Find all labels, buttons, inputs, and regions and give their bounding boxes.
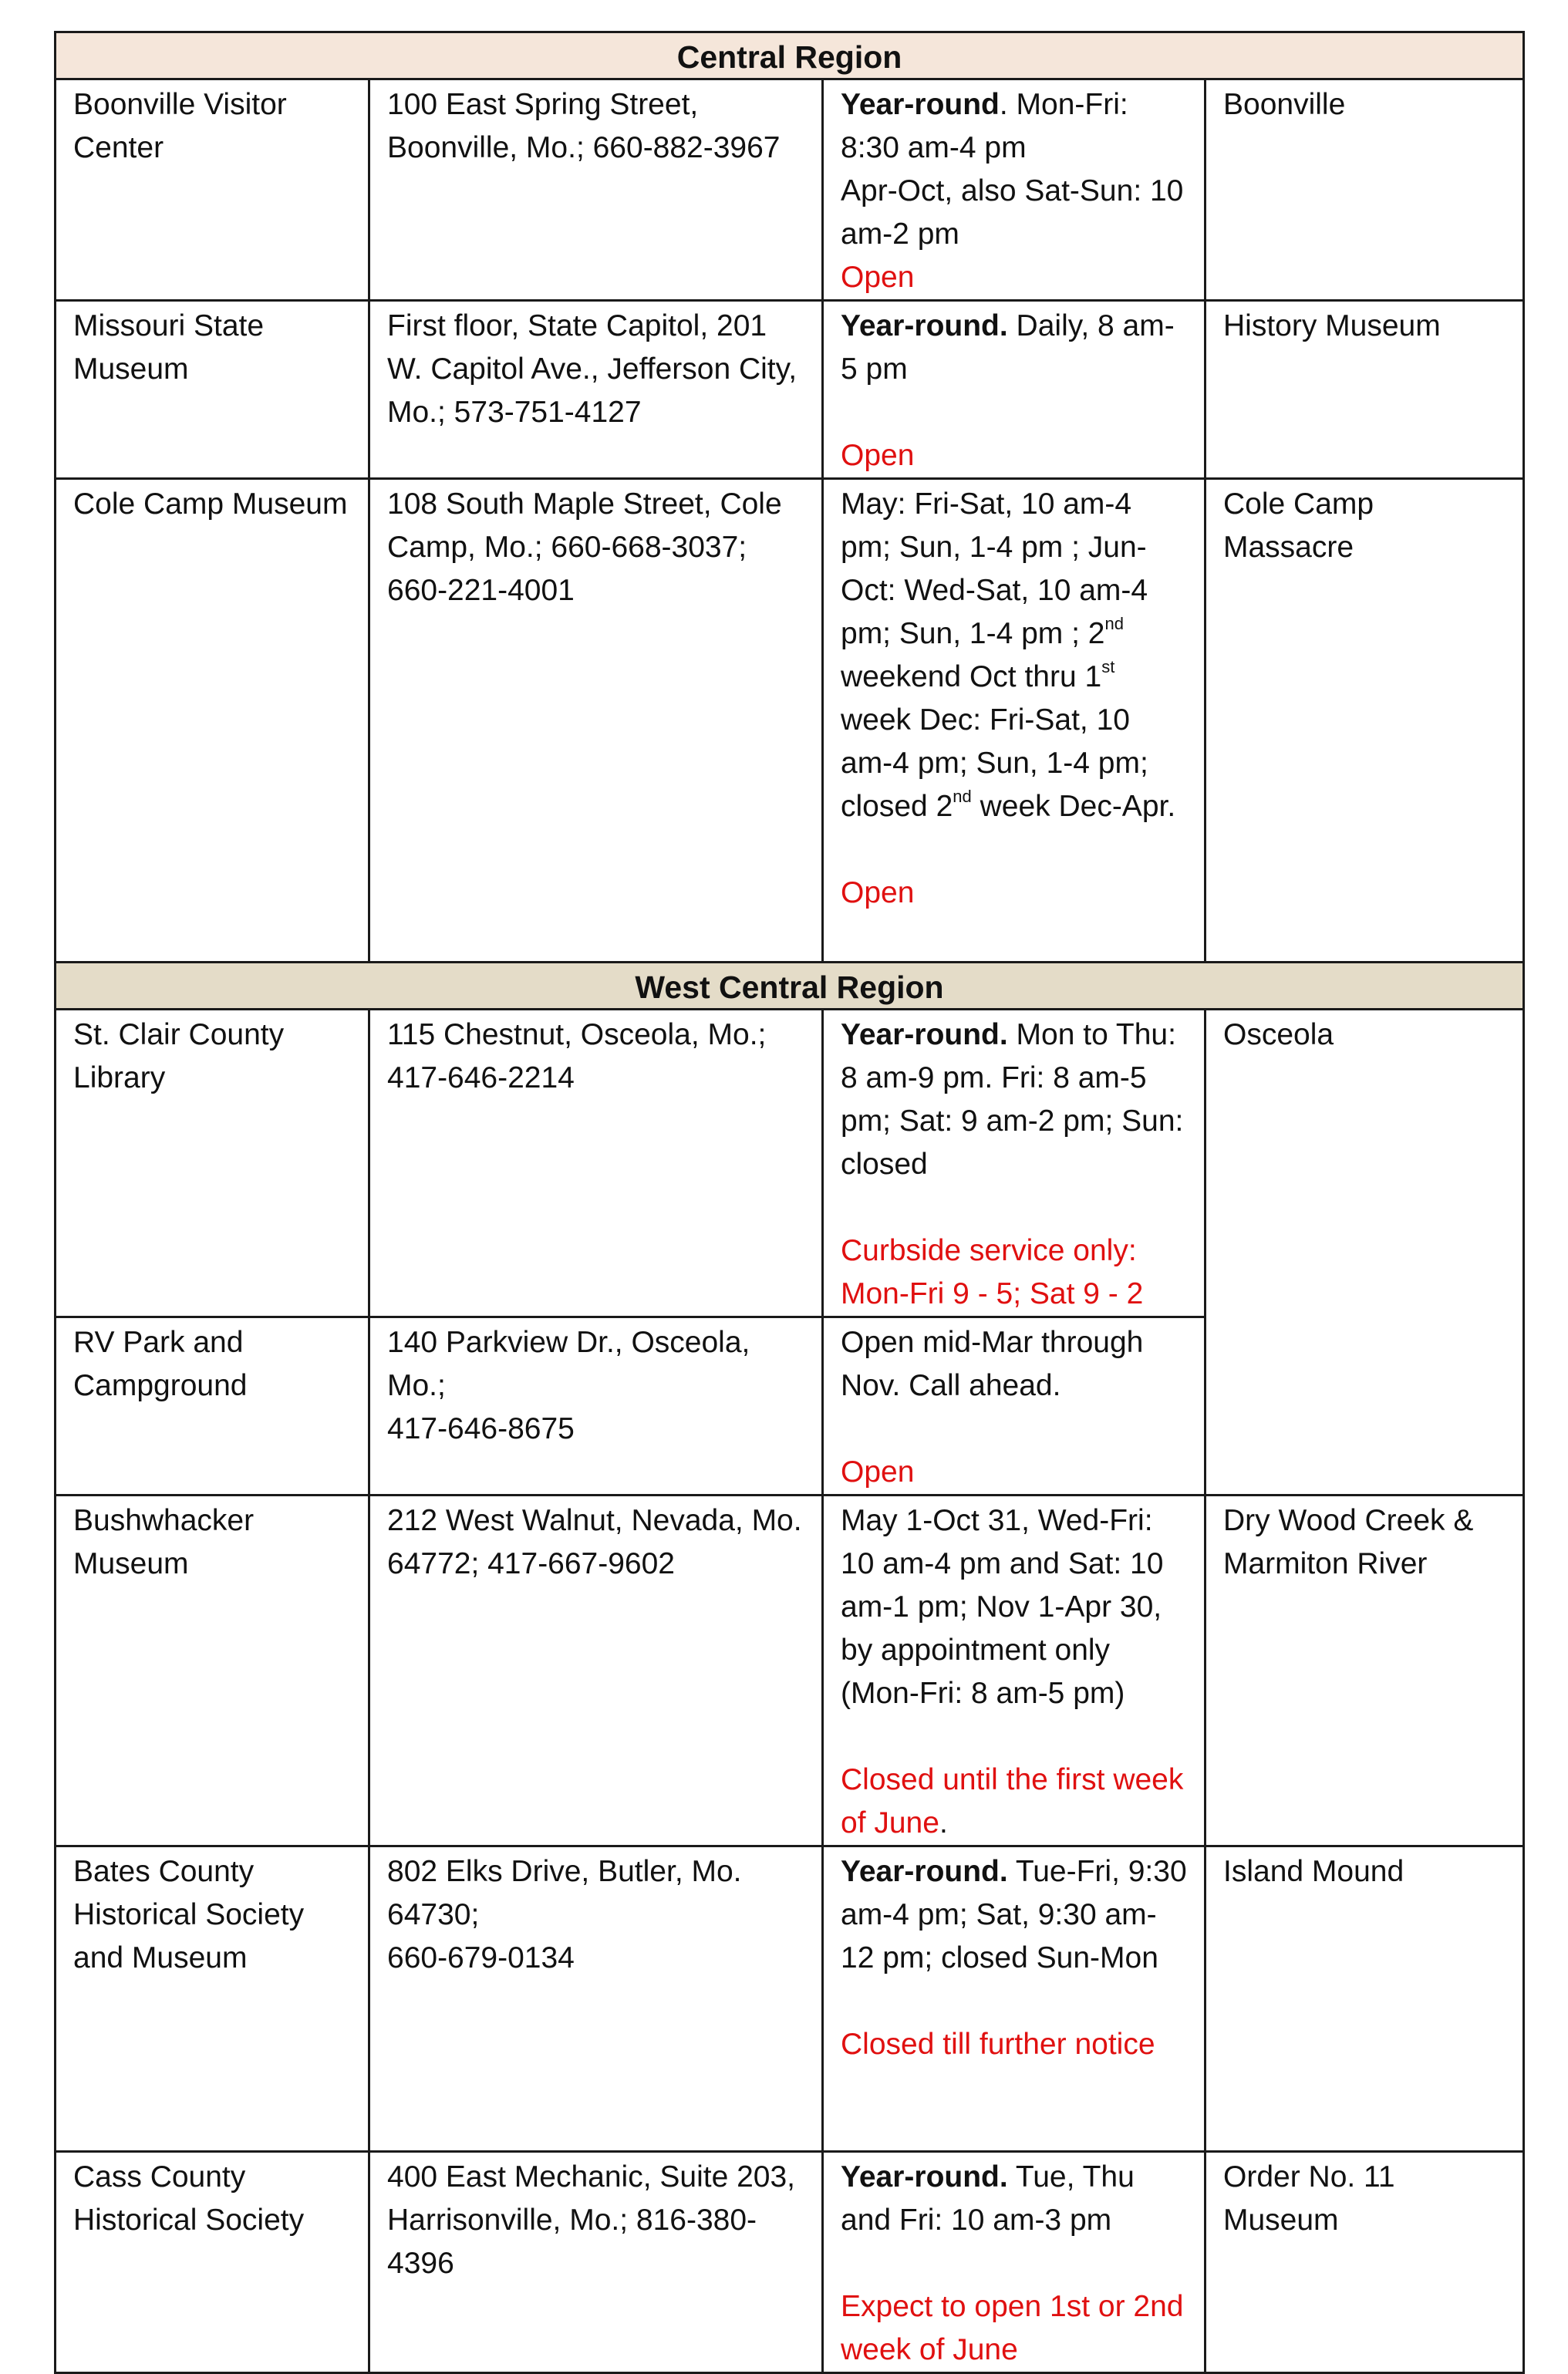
- table-row: [56, 1846, 1524, 2152]
- status-tail: .: [939, 1806, 948, 1840]
- site-address: 100 East Spring Street, Boonville, Mo.; 660-882-3967: [369, 79, 823, 301]
- site-hours: [823, 79, 1206, 301]
- site-hours: [823, 479, 1206, 963]
- table-row: [56, 1496, 1524, 1846]
- site-name: Missouri State Museum: [56, 301, 369, 479]
- status-text: Open: [841, 1455, 915, 1489]
- hours-text: May: Fri-Sat, 10 am-4 pm; Sun, 1-4 pm ; Jun-Oct: Wed-Sat, 10 am-4 pm; Sun, 1-4 pm ; 2: [841, 487, 1148, 650]
- site-address: 108 South Maple Street, Cole Camp, Mo.; 660-668-3037; 660-221-4001: [369, 479, 823, 963]
- site-address: 212 West Walnut, Nevada, Mo. 64772; 417-667-9602: [369, 1496, 823, 1846]
- battle-site: Island Mound: [1206, 1846, 1524, 2152]
- address-line: 802 Elks Drive, Butler, Mo. 64730;: [387, 1855, 742, 1931]
- table-row: [56, 2152, 1524, 2373]
- battle-site: History Museum: [1206, 301, 1524, 479]
- site-address: 115 Chestnut, Osceola, Mo.; 417-646-2214: [369, 1010, 823, 1317]
- hours-text: Tue, Thu and Fri: 10 am-3 pm: [841, 2160, 1135, 2237]
- site-address: 400 East Mechanic, Suite 203, Harrisonville, Mo.; 816-380-4396: [369, 2152, 823, 2373]
- battle-site: Cole Camp Massacre: [1206, 479, 1524, 963]
- address-phone: 660-679-0134: [387, 1941, 575, 1974]
- hours-text-2: Apr-Oct, also Sat-Sun: 10 am-2 pm: [841, 174, 1184, 251]
- sites-table: [54, 31, 1525, 2374]
- hours-bold: Year-round.: [841, 1018, 1008, 1051]
- ordinal-suffix: nd: [953, 787, 972, 806]
- site-name: Cass County Historical Society: [56, 2152, 369, 2373]
- hours-text: Tue-Fri, 9:30 am-4 pm; Sat, 9:30 am-12 pm; closed Sun-Mon: [841, 1855, 1187, 1974]
- hours-text: . Mon-Fri: 8:30 am-4 pm: [841, 88, 1128, 164]
- site-hours: [823, 301, 1206, 479]
- hours-text: Daily, 8 am-5 pm: [841, 309, 1175, 386]
- site-address: [369, 1317, 823, 1496]
- site-name: RV Park and Campground: [56, 1317, 369, 1496]
- site-name: St. Clair County Library: [56, 1010, 369, 1317]
- battle-site: Order No. 11 Museum: [1206, 2152, 1524, 2373]
- table-row: [56, 79, 1524, 301]
- battle-site: Boonville: [1206, 79, 1524, 301]
- status-text: Open: [841, 439, 915, 472]
- table-row: [56, 1010, 1524, 1317]
- region-title: Central Region: [56, 32, 1524, 79]
- status-text: Closed till further notice: [841, 2028, 1155, 2061]
- ordinal-suffix: nd: [1104, 614, 1124, 633]
- region-header-west-central: [56, 963, 1524, 1010]
- hours-text: weekend Oct thru 1: [841, 660, 1102, 693]
- site-name: Bates County Historical Society and Museum: [56, 1846, 369, 2152]
- status-text: Open: [841, 261, 915, 294]
- status-text: Expect to open 1st or 2nd week of June: [841, 2290, 1184, 2366]
- status-text: Curbside service only: Mon-Fri 9 - 5; Sat 9 - 2: [841, 1234, 1144, 1310]
- hours-text: Open mid-Mar through Nov. Call ahead.: [841, 1326, 1144, 1402]
- hours-text: week Dec: Fri-Sat, 10 am-4 pm; Sun, 1-4 pm; closed 2: [841, 703, 1148, 823]
- hours-text: week Dec-Apr.: [971, 790, 1176, 823]
- battle-site: Dry Wood Creek & Marmiton River: [1206, 1496, 1524, 1846]
- table-row: [56, 479, 1524, 963]
- address-phone: 417-646-8675: [387, 1412, 575, 1445]
- region-title: West Central Region: [56, 963, 1524, 1010]
- hours-bold: Year-round.: [841, 1855, 1008, 1888]
- site-address: [369, 1846, 823, 2152]
- site-hours: [823, 1317, 1206, 1496]
- table-row: [56, 301, 1524, 479]
- site-name: Boonville Visitor Center: [56, 79, 369, 301]
- hours-bold: Year-round.: [841, 309, 1008, 342]
- site-name: Cole Camp Museum: [56, 479, 369, 963]
- site-hours: [823, 1846, 1206, 2152]
- site-address: First floor, State Capitol, 201 W. Capitol Ave., Jefferson City, Mo.; 573-751-4127: [369, 301, 823, 479]
- site-hours: [823, 2152, 1206, 2373]
- address-line: 140 Parkview Dr., Osceola, Mo.;: [387, 1326, 750, 1402]
- battle-site: Osceola: [1206, 1010, 1524, 1496]
- site-hours: [823, 1496, 1206, 1846]
- status-text: Open: [841, 876, 915, 909]
- hours-bold: Year-round.: [841, 2160, 1008, 2194]
- status-text: Closed until the first week of June: [841, 1763, 1184, 1840]
- hours-bold: Year-round: [841, 88, 1000, 121]
- ordinal-suffix: st: [1101, 657, 1115, 676]
- region-header-central: [56, 32, 1524, 79]
- hours-text: May 1-Oct 31, Wed-Fri: 10 am-4 pm and Sat: 10 am-1 pm; Nov 1-Apr 30, by appointment only (Mon-Fri: 8 am-5 pm): [841, 1504, 1164, 1710]
- hours-text: Mon to Thu: 8 am-9 pm. Fri: 8 am-5 pm; Sat: 9 am-2 pm; Sun: closed: [841, 1018, 1184, 1181]
- site-name: Bushwhacker Museum: [56, 1496, 369, 1846]
- site-hours: [823, 1010, 1206, 1317]
